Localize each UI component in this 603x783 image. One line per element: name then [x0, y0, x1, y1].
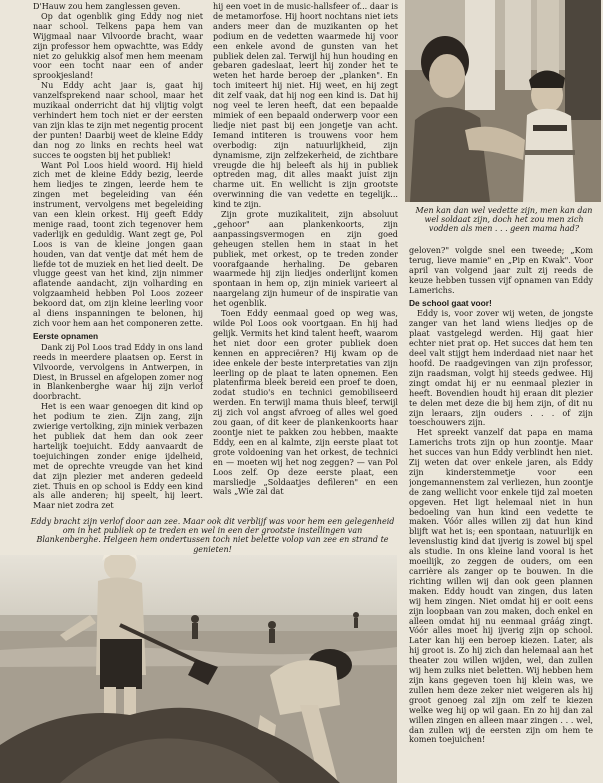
paragraph: Het is een waar genoegen dit kind op het podium te zien. Zijn zang, zijn zwierige vertolking, zijn miniek verbazen het publiek dat hem dan ook zeer hartelijk toejuicht. Eddy aanvaardt de toejuichingen zonder enige ijdelheid, met de oprechte vreugde van het kind dat zijn plezier met anderen gedeeld ziet. Thuis en op school is Eddy een kind als alle anderen; hij speelt, hij leert. Maar niet zodra zet [33, 401, 203, 511]
article-column-3 [409, 246, 593, 781]
section-heading: Eerste opnamen [33, 330, 99, 341]
paragraph: hij een voet in de music-hallsfeer of... daar is de metamorfose. Hij hoort nochtans niet iets anders meer dan de muzikanten op het podium en de vedetten waarmede hij voor een enkele avond de gunsten van het publiek delen zal. Terwijl hij hun houding en gebaren gadeslaat, leert hij zonder het te weten het harde beroep der „planken". En toch imiteert hij niet. Hij weet, en hij zegt dit zelf vaak, dat hij nog een kind is. Dat hij nog veel te leren heeft, dat een bepaalde mimiek of een bepaald onderwerp voor een liedje niet past bij een jongetje van acht. Iemand intiteren is trouwens voor hem overbodig: zijn natuurlijkheid, zijn dynamisme, zijn zelfzekerheid, de zichtbare vreugde die hij beleeft als hij in publiek optreden mag, dit alles maakt juist zijn charme uit. En wellicht is zijn grootste overwinning die van vedette en tegelijk... kind te zijn. [213, 2, 398, 210]
paragraph: D'Hauw zou hem zanglessen geven. [33, 2, 181, 11]
paragraph: Eddy is, voor zover wij weten, de jongste zanger van het land wiens liedjes op de plaat vastgelegd werden. Hij gaat hier echter niet prat op. Het succes dat hem ten deel valt stijgt hem inderdaad niet naar het hoofd. De raadgevingen van zijn professor, zijn raadsman, volgt hij steeds gedwee. Hij zingt omdat hij er nu eenmaal plezier in heeft. Bovendien houdt hij eraan dit plezier te delen met deze die bij hem zijn, of dit nu zijn leraars, zijn ouders . . . of zijn toeschouwers zijn. [409, 308, 593, 428]
photo-mother-and-son [405, 0, 601, 202]
paragraph: Het spreekt vanzelf dat papa en mama Lamerichs trots zijn op hun zoontje. Maar het succes van hun Eddy verblindt hen niet. Zij weten dat over enkele jaren, als Eddy zijn kinderstemmetje voor een jongemannenstem zal verliezen, hun zoontje de zang wellicht voor enkele tijd zal moeten opgeven. Het ligt helemaal niet in hun bedoeling van hun kind een vedette te maken. Vóór alles willen zij dat hun kind blijft wat het is; een spontaan, natuurlijk en levenslustig kind dat ijverig is zowel bij spel als studie. In ons kleine land vooral is het moeilijk, zo zeggen de ouders, om een carrière als zanger op te bouwen. In die richting willen wij dan ook geen plannen maken. Eddy houdt van zingen, dus laten wij hem zingen. Niet omdat hij er ooit eens zijn loopbaan van zou maken, doch enkel en alleen omdat hij nu eenmaal gráág zingt. Vóór alles moet hij ijverig zijn op school. Later kan hij een beroep kiezen. Later, als hij groot is. Zo hij zich dan helemaal aan het theater zou willen wijden, wel, dan zullen wij hem zulks niet beletten. Wij hebben hem zijn kans gegeven toen hij klein was, we zullen hem deze zeker niet weigeren als hij groot genoeg zal zijn om zelf te kiezen welke weg hij op wil gaan. En zo hij dan zal willen zingen en alleen maar zingen . . . wel, dan zullen wij de eersten zijn om hem te komen toejuichen! [409, 427, 593, 745]
photo-beach-image [0, 555, 397, 783]
photo-caption-bottom: Eddy bracht zijn verlof door aan zee. Maar ook dit verblijf was voor hem een gelegenheid om in het publiek op te treden en wel in een der grootste instellingen van Blankenberghe. Helgeen hem ondertussen toch niet belette volop van zee en strand te genieten! [30, 517, 395, 554]
article-column-1 [33, 2, 203, 512]
paragraph: Toen Eddy eenmaal goed op weg was, wilde Pol Loos ook voortgaan. En hij had gelijk. Vermits het kind talent heeft, waarom het niet door een groter publiek doen kennen en appreciëren? Hij kwam op de idee enkele der beste interpretaties van zijn leerling op de plaat te laten opnemen. Een platenfirma bleek bereid een proef te doen, zodat studio's en technici gemobiliseerd werden. En terwijl mama thuis bleef, terwijl zij zich vol angst afvroeg of alles wel goed zou gaan, of dit keer de plankenkoorts haar zoontje niet te pakken zou hebben, maakte Eddy, een en al kalmte, zijn eerste plaat tot grote voldoening van het orkest, de technici en — moeten wij het nog zeggen? — van Pol Loos zelf. Op deze eerste plaat, een marsliedje „Soldaatjes defileren" en een wals „Wie zal dat [213, 308, 398, 497]
photo-beach [0, 555, 397, 783]
paragraph: Op dat ogenblik ging Eddy nog niet naar school. Telkens papa hem van Wijgmaal naar Vilvoorde bracht, waar zijn professor hem opwachtte, was Eddy niet zo gelukkig alsof men hem meenam voor een tocht naar een of ander sprookjesland! [33, 10, 203, 81]
paragraph: geloven?" volgde snel een tweede; „Kom terug, lieve mamie" en „Pip en Kwak". Voor april van volgend jaar zult zij reeds de keuze hebben tussen vijf opnamen van Eddy Lamerichs. [409, 246, 593, 295]
section-heading: De school gaat voor! [409, 297, 492, 308]
photo-mother-and-son-image [405, 0, 601, 202]
article-column-2 [213, 2, 398, 512]
paragraph: Dank zij Pol Loos trad Eddy in ons land reeds in meerdere plaatsen op. Eerst in Vilvoorde, vervolgens in Antwerpen, in Diest, in Brussel en afgelopen zomer nog in Blankenberghe waar hij zijn verlof doorbracht. [33, 341, 203, 402]
paragraph: Want Pol Loos hield woord. Hij hield zich met de kleine Eddy bezig, leerde hem liedjes te zingen, leerde hem te zingen met begeleiding van één instrument, vervolgens met begeleiding van een klein orkest. Hij geeft Eddy menige raad, toont zich tegenover hem vaderlijk en geduldig. Want zegt ge, Pol Loos is van de kleine jongen gaan houden, van dat ventje dat mét hem de liefde tot de muziek en het lied deelt. De vlugge geest van het kind, zijn nimmer aflatende aandacht, zijn volharding en volgzaamheid hebben Pol Loos zozeer bekoord dat, om zijn kleine leerling voor al diens inspanningen te belonen, hij zich voor hem aan het componeren zette. [33, 159, 203, 328]
paragraph: Zijn grote muzikaliteit, zijn absoluut „gehoor" aan plankenkoorts, zijn aanpassingsvermogen en zijn goed geheugen stellen hem in staat in het publiek, met orkest, op te treden zonder voorafgaande herhaling. De gebaren waarmede hij zijn liedjes onderlijnt komen spontaan in hem op, zijn miniek varieert al naargelang zijn humeur of de inspiratie van het ogenblik. [213, 209, 398, 309]
photo-caption-right: Men kan dan wel vedette zijn, men kan dan wel soldaat zijn, doch het zou men zich vodden als men . . . geen mama had? [415, 206, 593, 234]
paragraph: Nu Eddy acht jaar is, gaat hij vanzelfsprekend naar school, maar het muzikaal onderricht dat hij vlijtig volgt verhindert hem toch niet er der eersten van zijn klas te zijn met negentig procent der punten! Daarbij weet de kleine Eddy dan nog zo links en rechts heel wat succes te oogsten bij het publiek! [33, 80, 203, 160]
